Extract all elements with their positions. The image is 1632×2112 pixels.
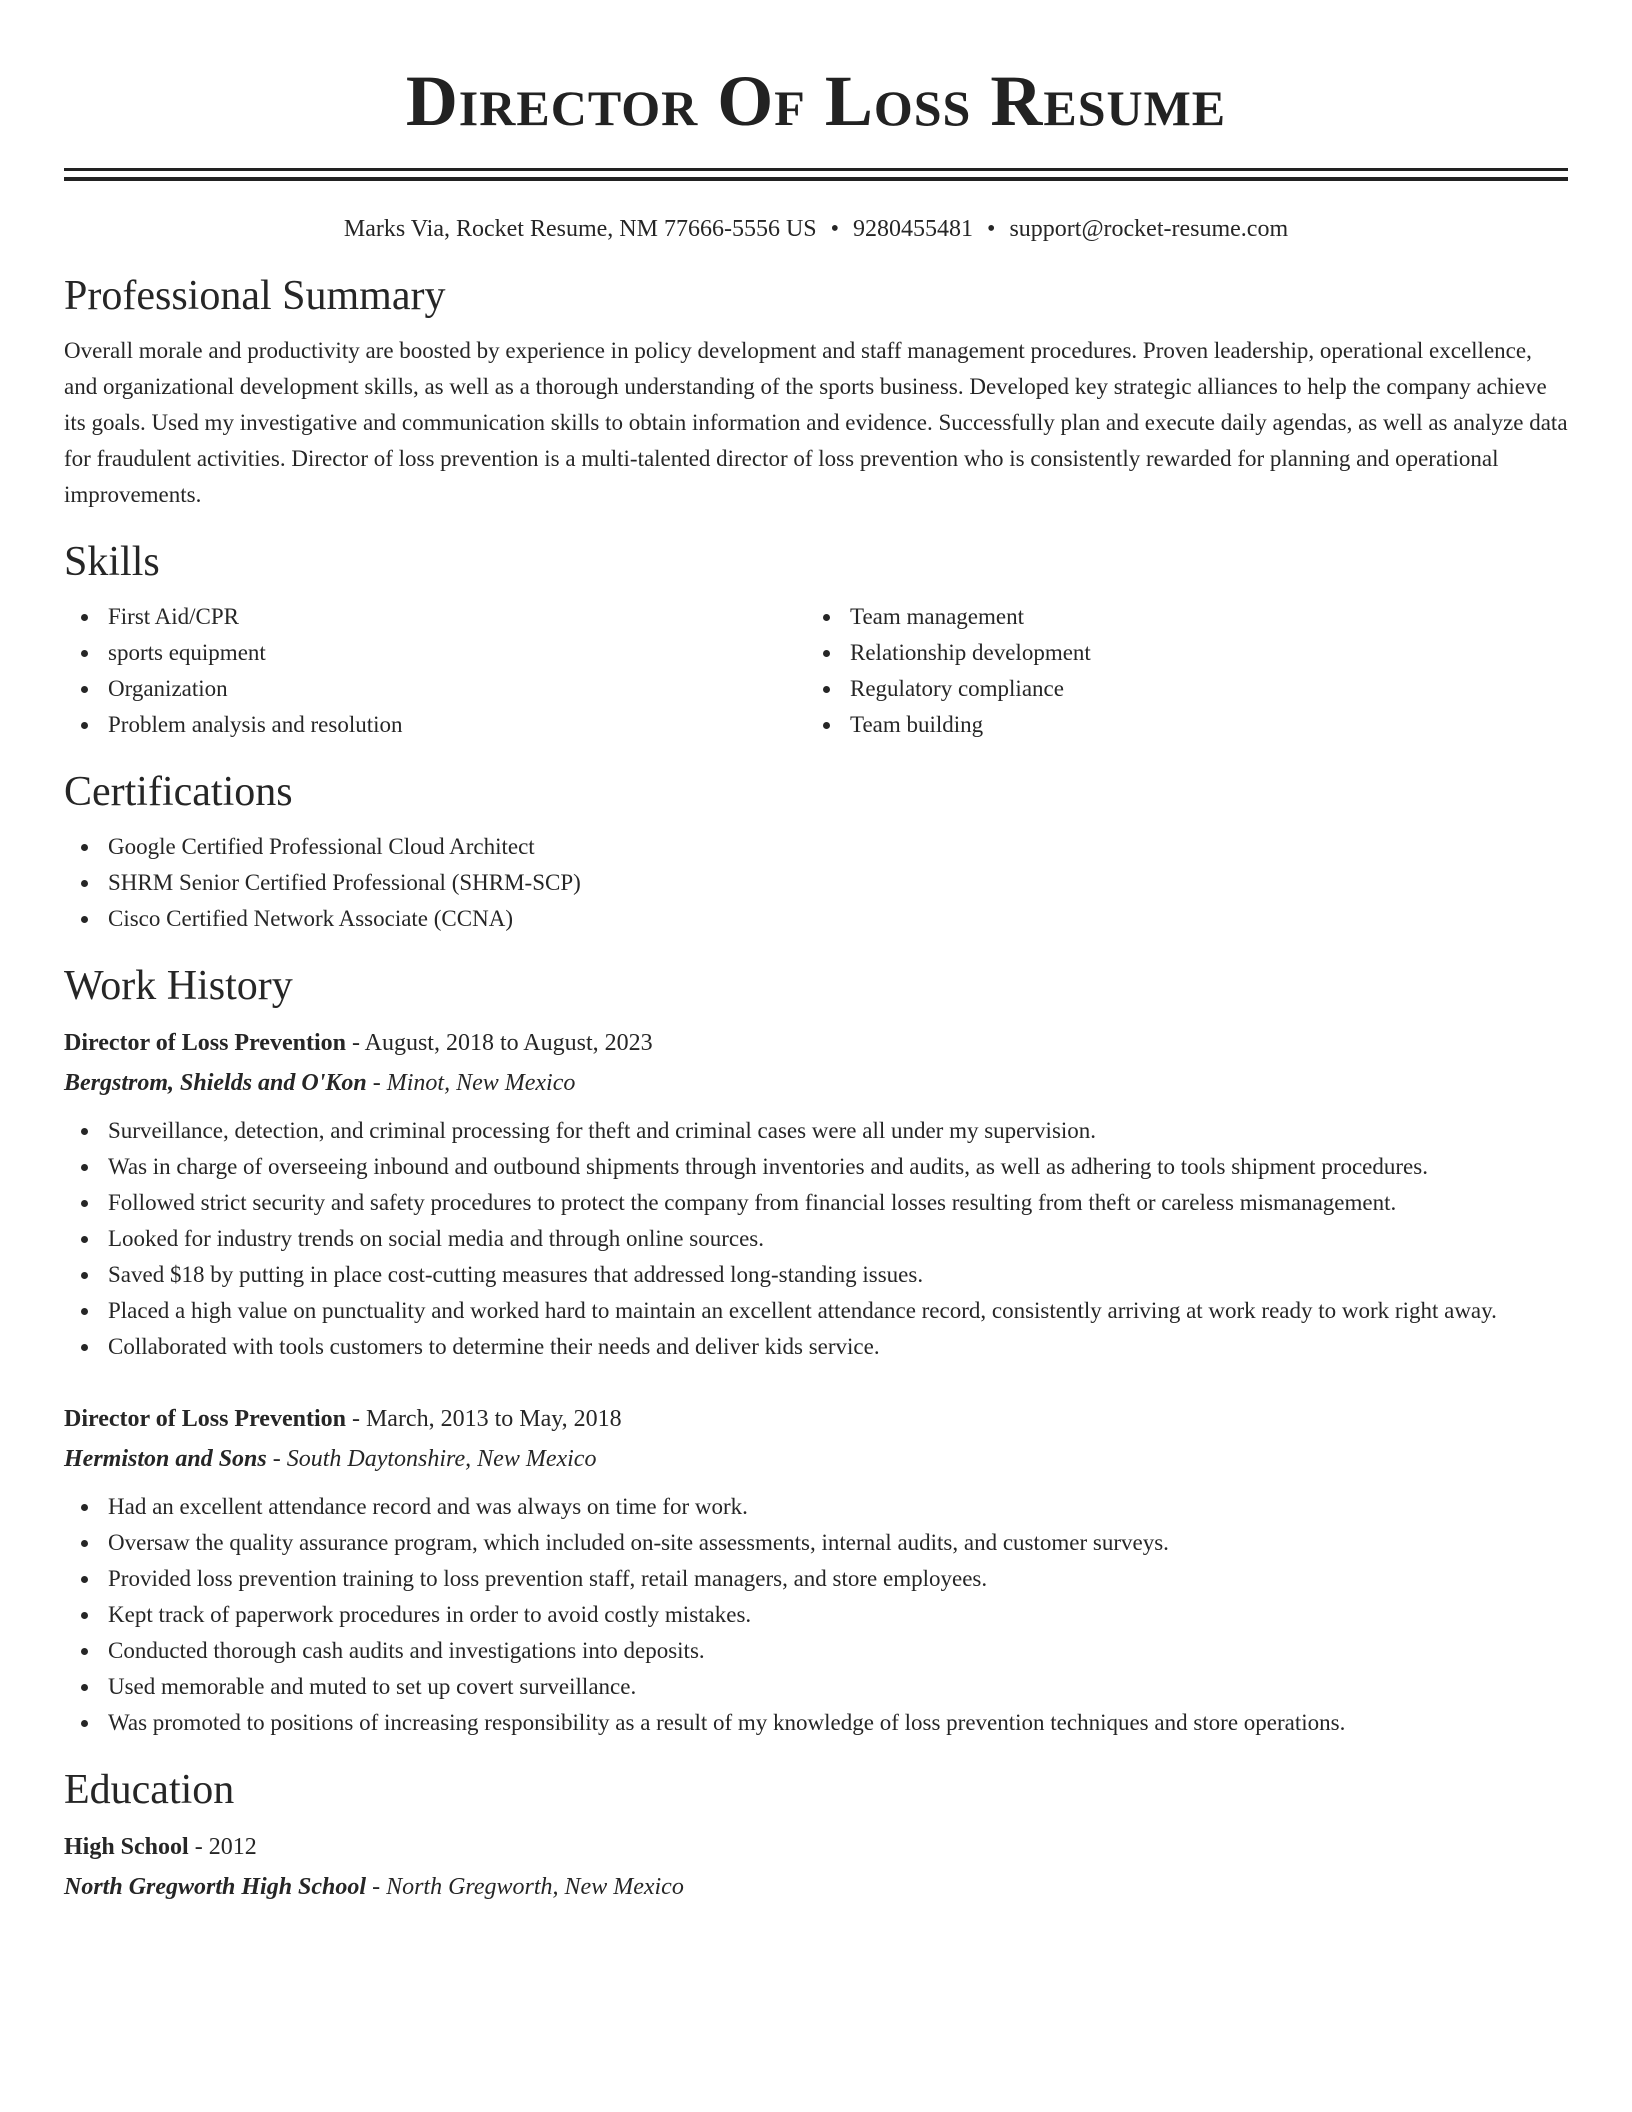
skill-item: Organization — [64, 671, 806, 707]
skill-item: Team management — [806, 599, 1548, 635]
job-bullet: Was in charge of overseeing inbound and outbound shipments through inventories and audits, as well as adhering to tools shipment procedures. — [64, 1149, 1568, 1185]
job-bullet: Was promoted to positions of increasing responsibility as a result of my knowledge of loss prevention techniques and store operations. — [64, 1705, 1568, 1741]
certification-item: Cisco Certified Network Associate (CCNA) — [64, 901, 1568, 937]
skill-item: Regulatory compliance — [806, 671, 1548, 707]
certification-item: Google Certified Professional Cloud Architect — [64, 829, 1568, 865]
skill-item: Team building — [806, 707, 1548, 743]
education-school-line — [64, 1867, 1568, 1907]
contact-line — [64, 213, 1568, 245]
job-bullet: Placed a high value on punctuality and worked hard to maintain an excellent attendance record, consistently arriving at work ready to work right away. — [64, 1293, 1568, 1329]
work-history-section — [64, 961, 1568, 1741]
job-bullet: Followed strict security and safety procedures to protect the company from financial losses resulting from theft or careless mismanagement. — [64, 1185, 1568, 1221]
job-entry — [64, 1399, 1568, 1741]
job-role: Director of Loss Prevention — [64, 1406, 346, 1432]
job-bullet: Looked for industry trends on social media and through online sources. — [64, 1221, 1568, 1257]
education-section — [64, 1765, 1568, 1907]
job-location: - Minot, New Mexico — [366, 1070, 576, 1096]
skills-section — [64, 537, 1568, 743]
certifications-list — [64, 829, 1568, 937]
job-bullet: Collaborated with tools customers to determine their needs and deliver kids service. — [64, 1329, 1568, 1365]
skill-item: Relationship development — [806, 635, 1548, 671]
education-year: - 2012 — [188, 1834, 257, 1860]
job-company: Hermiston and Sons — [64, 1446, 267, 1472]
job-entry — [64, 1023, 1568, 1365]
job-bullet: Surveillance, detection, and criminal processing for theft and criminal cases were all under my supervision. — [64, 1113, 1568, 1149]
education-school: North Gregworth High School — [64, 1874, 367, 1900]
skill-item: First Aid/CPR — [64, 599, 806, 635]
job-role: Director of Loss Prevention — [64, 1030, 346, 1056]
section-heading-education: Education — [64, 1767, 235, 1813]
job-company-line — [64, 1063, 1568, 1103]
skills-grid — [64, 599, 1568, 743]
section-heading-certifications: Certifications — [64, 769, 293, 815]
job-title-line — [64, 1399, 1568, 1439]
job-bullet: Provided loss prevention training to loss prevention staff, retail managers, and store employees. — [64, 1561, 1568, 1597]
contact-email: support@rocket-resume.com — [1009, 216, 1289, 242]
job-bullets — [64, 1113, 1568, 1365]
skills-list-right — [806, 599, 1548, 743]
title-divider-top — [64, 168, 1568, 171]
contact-separator: • — [987, 216, 996, 242]
education-degree-line — [64, 1827, 1568, 1867]
certifications-section — [64, 767, 1568, 937]
job-dates: - March, 2013 to May, 2018 — [345, 1406, 622, 1432]
title-divider-bottom — [64, 177, 1568, 181]
job-bullet: Had an excellent attendance record and was always on time for work. — [64, 1489, 1568, 1525]
certification-item: SHRM Senior Certified Professional (SHRM-SCP) — [64, 865, 1568, 901]
job-bullet: Kept track of paperwork procedures in order to avoid costly mistakes. — [64, 1597, 1568, 1633]
section-heading-summary: Professional Summary — [64, 273, 446, 319]
education-entry — [64, 1827, 1568, 1907]
section-heading-skills: Skills — [64, 539, 160, 585]
job-bullet: Used memorable and muted to set up covert surveillance. — [64, 1669, 1568, 1705]
job-location: - South Daytonshire, New Mexico — [266, 1446, 597, 1472]
education-degree: High School — [64, 1834, 189, 1860]
job-bullets — [64, 1489, 1568, 1741]
contact-phone: 9280455481 — [853, 216, 974, 242]
job-bullet: Oversaw the quality assurance program, which included on-site assessments, internal audits, and customer surveys. — [64, 1525, 1568, 1561]
summary-text: Overall morale and productivity are boosted by experience in policy development and staff management procedures. Proven leadership, operational excellence, and organizational development skills, as well as a thorough understanding of the sports business. Developed key strategic alliances to help the company achieve its goals. Used my investigative and communication skills to obtain information and evidence. Successfully plan and execute daily agendas, as well as analyze data for fraudulent activities. Director of loss prevention is a multi-talented director of loss prevention who is consistently rewarded for planning and operational improvements. — [64, 338, 1568, 507]
education-location: - North Gregworth, New Mexico — [366, 1874, 684, 1900]
job-company-line — [64, 1439, 1568, 1479]
contact-separator: • — [830, 216, 840, 242]
skill-item: sports equipment — [64, 635, 806, 671]
section-heading-work-history: Work History — [64, 963, 293, 1009]
contact-address: Marks Via, Rocket Resume, NM 77666-5556 US — [343, 216, 817, 242]
job-title-line — [64, 1023, 1568, 1063]
professional-summary-section — [64, 271, 1568, 513]
skill-item: Problem analysis and resolution — [64, 707, 806, 743]
skills-list-left — [64, 599, 806, 743]
resume-title: Director Of Loss Resume — [405, 61, 1227, 141]
job-company: Bergstrom, Shields and O'Kon — [64, 1070, 367, 1096]
job-dates: - August, 2018 to August, 2023 — [345, 1030, 653, 1056]
job-bullet: Conducted thorough cash audits and investigations into deposits. — [64, 1633, 1568, 1669]
job-bullet: Saved $18 by putting in place cost-cutting measures that addressed long-standing issues. — [64, 1257, 1568, 1293]
